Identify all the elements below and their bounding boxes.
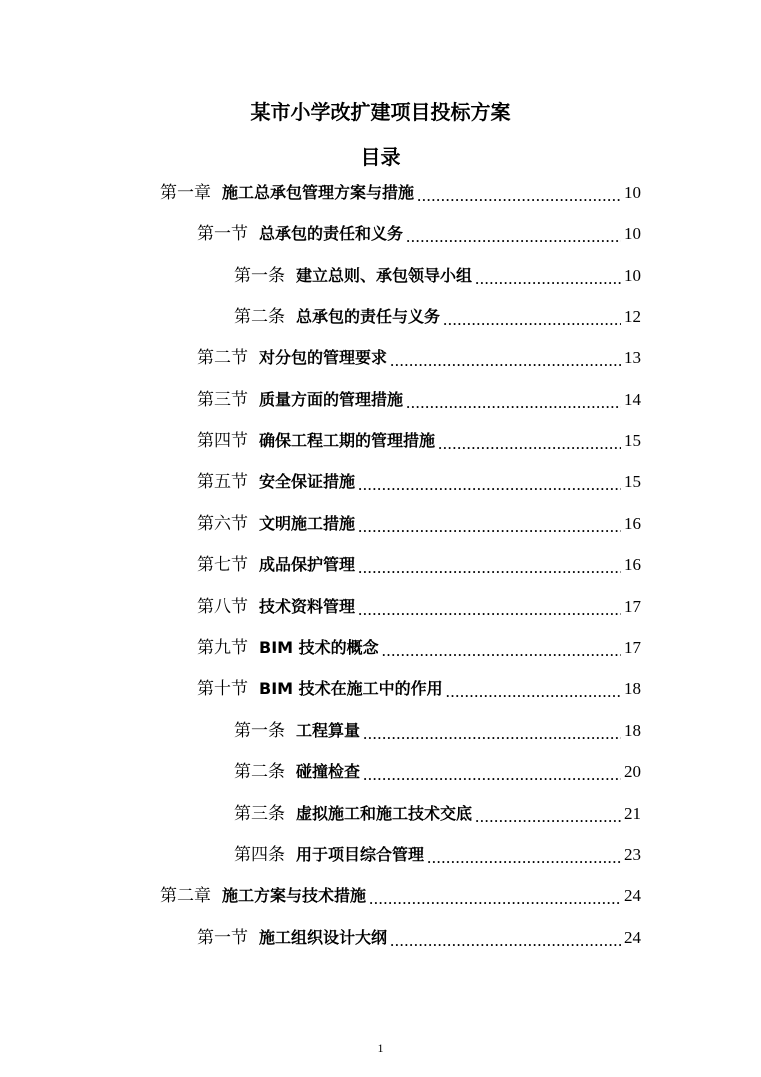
dot-leader <box>475 810 621 824</box>
dot-leader <box>390 934 621 948</box>
toc-entry-section[interactable] <box>197 512 641 534</box>
toc-entry-title: 总承包的责任与义务 <box>296 307 441 326</box>
toc-entry-number: 第一章 <box>160 183 211 202</box>
toc-entry-page: 23 <box>624 845 641 864</box>
toc-entry-title: 工程算量 <box>296 721 361 740</box>
dot-leader <box>358 520 621 534</box>
dot-leader <box>358 561 621 575</box>
toc-entry-page: 20 <box>624 762 641 781</box>
dot-leader <box>443 313 621 327</box>
document-title: 某市小学改扩建项目投标方案 <box>250 100 511 124</box>
toc-entry-chapter-2[interactable] <box>160 884 641 906</box>
toc-entry-section[interactable] <box>197 595 641 617</box>
toc-entry-page: 12 <box>624 307 641 326</box>
dot-leader <box>363 768 621 782</box>
toc-entry-article[interactable] <box>234 305 641 327</box>
toc-entry-number: 第二章 <box>160 886 211 905</box>
toc-entry-page: 15 <box>624 431 641 450</box>
toc-entry-article[interactable] <box>234 760 641 782</box>
toc-entry-title: 建立总则、承包领导小组 <box>296 266 473 285</box>
toc-entry-section[interactable] <box>197 346 641 368</box>
toc-entry-page: 17 <box>624 597 641 616</box>
toc-entry-article[interactable] <box>234 802 641 824</box>
toc-entry-page: 15 <box>624 472 641 491</box>
toc-entry-page: 24 <box>624 886 641 905</box>
toc-entry-number: 第三节 <box>197 390 248 409</box>
toc-entry-title: 碰撞检查 <box>296 762 361 781</box>
toc-entry-article[interactable] <box>234 264 641 286</box>
toc-entry-section[interactable] <box>197 677 641 699</box>
toc-entry-number: 第一条 <box>234 721 285 740</box>
toc-entry-page: 14 <box>624 390 641 409</box>
toc-entry-article[interactable] <box>234 719 641 741</box>
toc-entry-page: 17 <box>624 638 641 657</box>
toc-entry-title: 对分包的管理要求 <box>259 348 388 367</box>
toc-entry-number: 第五节 <box>197 472 248 491</box>
toc-entry-number: 第四条 <box>234 845 285 864</box>
toc-entry-number: 第一条 <box>234 266 285 285</box>
toc-entry-number: 第二条 <box>234 762 285 781</box>
toc-entry-section[interactable] <box>197 553 641 575</box>
toc-entry-section[interactable] <box>197 429 641 451</box>
toc-entry-section[interactable] <box>197 470 641 492</box>
toc-entry-title: 成品保护管理 <box>259 555 356 574</box>
dot-leader <box>446 685 621 699</box>
dot-leader <box>390 354 621 368</box>
toc-entry-page: 16 <box>624 514 641 533</box>
dot-leader <box>438 437 621 451</box>
toc-entry-page: 18 <box>624 721 641 740</box>
dot-leader <box>475 272 621 286</box>
toc-entry-title: 虚拟施工和施工技术交底 <box>296 804 473 823</box>
toc-entry-page: 10 <box>624 183 641 202</box>
toc-entry-number: 第一节 <box>197 224 248 243</box>
toc-entry-page: 16 <box>624 555 641 574</box>
toc-entry-page: 10 <box>624 224 641 243</box>
toc-entry-page: 24 <box>624 928 641 947</box>
dot-leader <box>417 189 621 203</box>
dot-leader <box>358 478 621 492</box>
toc-entry-page: 21 <box>624 804 641 823</box>
toc-entry-section[interactable] <box>197 222 641 244</box>
dot-leader <box>406 230 621 244</box>
toc-entry-number: 第三条 <box>234 804 285 823</box>
toc-entry-title: 确保工程工期的管理措施 <box>259 431 436 450</box>
toc-entry-number: 第九节 <box>197 638 248 657</box>
toc-entry-article[interactable] <box>234 843 641 865</box>
toc-entry-number: 第一节 <box>197 928 248 947</box>
toc-entry-page: 10 <box>624 266 641 285</box>
toc-entry-section[interactable] <box>197 388 641 410</box>
toc-entry-title: 用于项目综合管理 <box>296 845 425 864</box>
toc-entry-page: 18 <box>624 679 641 698</box>
toc-entry-title: 总承包的责任和义务 <box>259 224 404 243</box>
toc-entry-section[interactable] <box>197 926 641 948</box>
toc-entry-title: BIM 技术在施工中的作用 <box>259 679 443 698</box>
toc-entry-number: 第十节 <box>197 679 248 698</box>
dot-leader <box>369 892 621 906</box>
toc-entry-title: 施工方案与技术措施 <box>222 886 367 905</box>
toc-entry-number: 第四节 <box>197 431 248 450</box>
toc-entry-number: 第二条 <box>234 307 285 326</box>
toc-entry-title: 质量方面的管理措施 <box>259 390 404 409</box>
toc-entry-title: 施工组织设计大纲 <box>259 928 388 947</box>
toc-entry-number: 第六节 <box>197 514 248 533</box>
toc-heading: 目录 <box>360 145 401 169</box>
toc-entry-number: 第二节 <box>197 348 248 367</box>
toc-entry-chapter-1[interactable] <box>160 181 641 203</box>
toc-entry-number: 第七节 <box>197 555 248 574</box>
toc-entry-page: 13 <box>624 348 641 367</box>
toc-entry-title: 文明施工措施 <box>259 514 356 533</box>
dot-leader <box>363 727 621 741</box>
toc-entry-number: 第八节 <box>197 597 248 616</box>
toc-entry-title: 技术资料管理 <box>259 597 356 616</box>
dot-leader <box>427 851 621 865</box>
toc-entry-title: BIM 技术的概念 <box>259 638 379 657</box>
toc-entry-title: 安全保证措施 <box>259 472 356 491</box>
dot-leader <box>358 603 621 617</box>
dot-leader <box>406 396 621 410</box>
page-number: 1 <box>377 1041 384 1055</box>
dot-leader <box>382 644 621 658</box>
toc-entry-title: 施工总承包管理方案与措施 <box>222 183 415 202</box>
toc-entry-section[interactable] <box>197 636 641 658</box>
